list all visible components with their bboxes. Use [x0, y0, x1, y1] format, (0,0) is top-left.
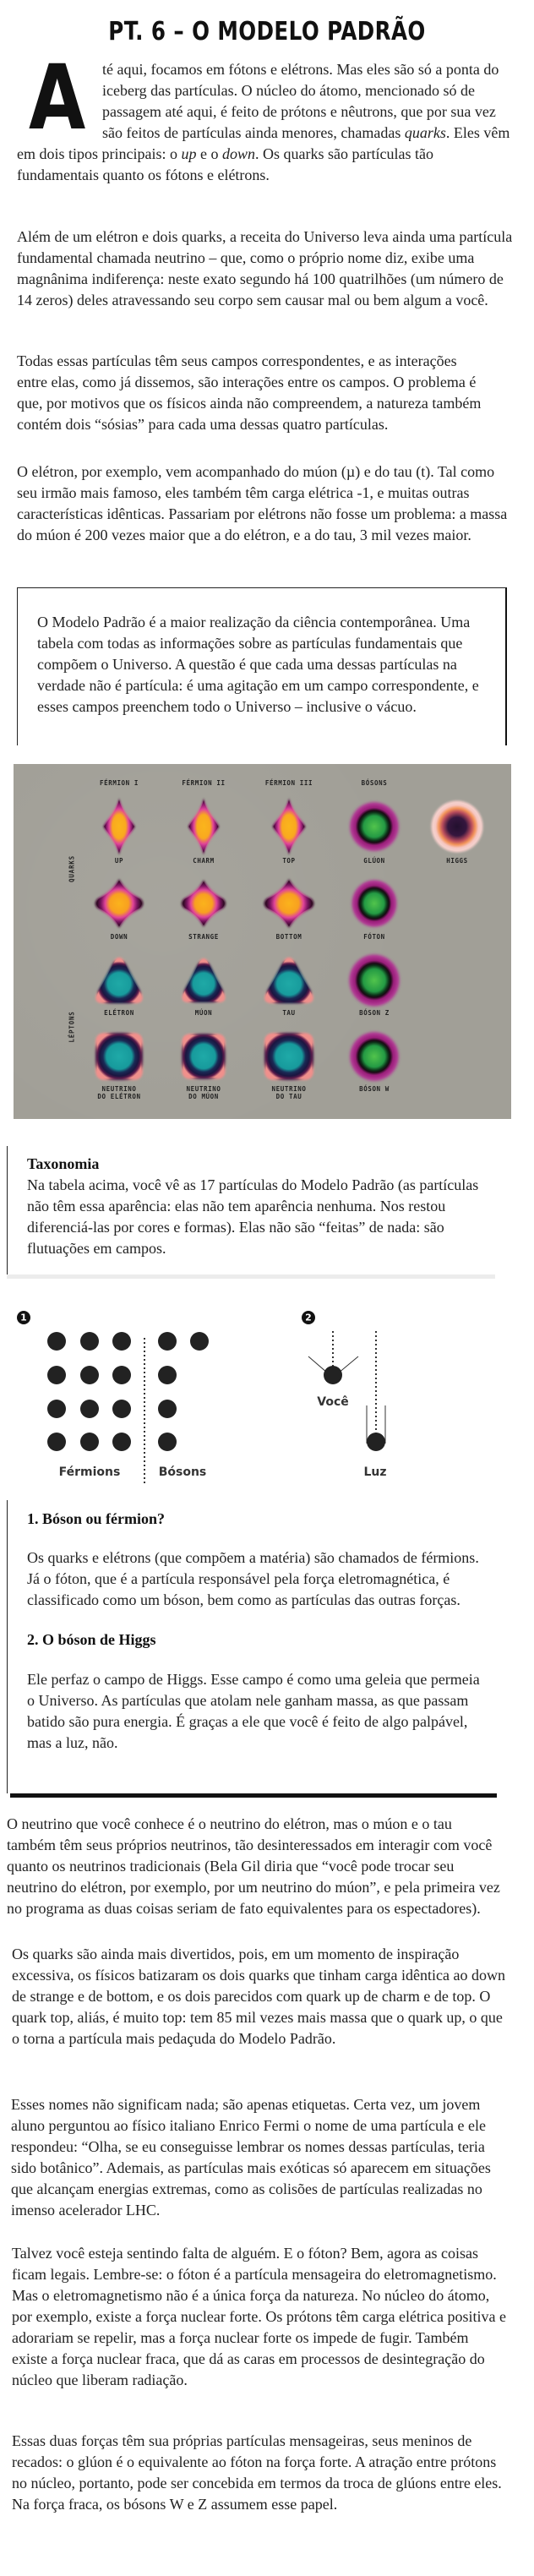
particle-label: BOTTOM — [275, 933, 302, 941]
row-group-label: QUARKS — [68, 855, 76, 882]
drop-cap-container — [17, 46, 102, 150]
particle-label: BÓSON W — [359, 1085, 390, 1093]
pull-quote-text: O Modelo Padrão é a maior realização da ciência contemporânea. Uma tabela com todas as informações sobre as partículas fundamentais que compõem o Universo. A questão é que cada uma dessas partículas na verdade não é partícula: é uma agitação em um campo correspondente, e esses campos preenchem todo o Universo – inclusive o vácuo. — [37, 614, 479, 715]
particle-label: STRANGE — [188, 933, 219, 941]
particle-label: UP — [114, 857, 124, 865]
label-bosons: Bósons — [158, 1465, 207, 1479]
fermion-dot — [80, 1400, 99, 1418]
emphasis: down — [221, 145, 255, 162]
fermion-dot — [112, 1400, 131, 1418]
fermion-dot — [47, 1400, 66, 1418]
fermion-dot — [112, 1433, 131, 1451]
fermion-dot — [80, 1433, 99, 1451]
boson-fermion-diagram — [0, 1293, 534, 1487]
fermion-dot — [112, 1332, 131, 1351]
taxonomy-title: Taxonomia — [27, 1155, 100, 1172]
explainer-heading-1: 1. Bóson ou férmion? — [27, 1510, 166, 1527]
column-header: FÉRMION II — [182, 779, 226, 787]
particle-square-wide-icon — [260, 1029, 319, 1084]
explainer-box — [7, 1500, 498, 1793]
particle-star-icon — [91, 876, 147, 931]
particle-label: MÚON — [194, 1009, 213, 1017]
boson-dot — [190, 1332, 209, 1351]
explainer-text-2: Ele perfaz o campo de Higgs. Esse campo é como uma geleia que permeia o Universo. As partículas que atolam nele ganham massa, as que passam batido são pura energia. É graças a ele que você é feito de algo palpável, mas a luz, não. — [27, 1671, 480, 1751]
boson-dot — [158, 1400, 177, 1418]
paragraph: Todas essas partículas têm seus campos correspondentes, e as interações entre elas, como já dissemos, são interações entre os campos. O problema é que, por motivos que os físicos ainda não compreendem, a natureza também contém dois “sósias” para cada uma dessas quatro partículas. — [17, 352, 482, 433]
particle-label: NEUTRINO DO ELÉTRON — [97, 1085, 141, 1100]
row-group-label: LÉPTONS — [68, 1011, 76, 1043]
particle-diamond-wide-icon — [264, 796, 313, 857]
text-segment: . Eles vêm em dois tipos principais: o — [17, 124, 510, 162]
particle-label: GLÚON — [363, 857, 385, 865]
particle-boson-circle-icon — [346, 1029, 402, 1084]
particle-diamond-icon — [95, 796, 143, 857]
label-voce: Você — [317, 1395, 349, 1409]
boson-dot — [158, 1332, 177, 1351]
particle-label: ELÉTRON — [104, 1009, 134, 1017]
particle-star-small-icon — [178, 876, 230, 930]
particle-label: CHARM — [193, 857, 215, 865]
badge-1: 1 — [20, 1312, 27, 1323]
particle-diamond-thin-icon — [181, 796, 227, 857]
fermion-dot — [47, 1332, 66, 1351]
particle-square-small-icon — [178, 1029, 230, 1083]
fermion-dot — [112, 1366, 131, 1384]
particle-boson-circle-icon — [346, 799, 402, 854]
drop-cap: A — [29, 46, 86, 150]
particle-triangle-wide-icon — [260, 952, 319, 1008]
particle-label: FÓTON — [363, 933, 385, 941]
particle-label: TOP — [282, 857, 296, 865]
paragraph: Essas duas forças têm sua próprias partículas mensageiras, seus meninos de recados: o glúon é o equivalente ao fóton na força forte. A atração entre prótons no núcleo, portanto, pode ser concebida em termos da troca de glúons entre eles. Na força fraca, os bósons W e Z assumem esse papel. — [12, 2432, 502, 2513]
paragraph: O neutrino que você conhece é o neutrino do elétron, mas o múon e o tau também têm seus próprios neutrinos, tão desinteressados em interagir com você quanto os neutrinos tradicionais (Bela Gil diria que “você pode trocar seu neutrino do elétron, por exemplo, por um neutrino do múon”, e pela primeira vez no programa as duas coisas seriam de fato equivalentes para os espectadores). — [7, 1815, 500, 1917]
particle-label: BÓSON Z — [359, 1009, 390, 1017]
label-fermions: Férmions — [58, 1465, 121, 1479]
particle-label: HIGGS — [446, 857, 468, 865]
particle-label: NEUTRINO DO MÚON — [186, 1085, 221, 1100]
column-header: FÉRMION III — [264, 779, 313, 787]
particle-label: TAU — [282, 1009, 296, 1017]
particle-triangle-small-icon — [178, 953, 230, 1007]
fermion-dot — [80, 1332, 99, 1351]
box-bottom-rule — [10, 1793, 497, 1798]
label-luz: Luz — [363, 1465, 387, 1479]
boson-dot — [158, 1433, 177, 1451]
light-ball-icon — [367, 1433, 385, 1451]
paragraph: Os quarks são ainda mais divertidos, pois, em um momento de inspiração excessiva, os físicos batizaram os dois quarks que tinham carga idêntica ao down de strange e de bottom, e os dois parecidos com quark up de charm e de top. O quark top, aliás, é muito top: tem 85 mil vezes mais massa que o quark up, o que o torna a partícula mais pedaçuda do Modelo Padrão. — [12, 1946, 505, 2047]
particle-higgs-circle-icon — [428, 798, 486, 855]
emphasis: up — [181, 145, 197, 162]
text-segment: e o — [196, 145, 222, 162]
intro-paragraph — [17, 46, 514, 186]
particle-square-icon — [91, 1029, 147, 1084]
divider — [7, 1274, 495, 1279]
paragraph: Esses nomes não significam nada; são apenas etiquetas. Certa vez, um jovem aluno perguntou ao físico italiano Enrico Fermi o nome de uma partícula e ele respondeu: “Olha, se eu conseguisse lembrar os nomes dessas partículas, teria sido botânico”. Ademais, as partículas mais exóticas só aparecem em situações que alcançam energias extremas, como as colisões de partículas realizadas no imenso acelerador LHC. — [11, 2096, 491, 2219]
boson-dot — [158, 1366, 177, 1384]
fermion-dot — [47, 1366, 66, 1384]
emphasis: quarks — [404, 124, 446, 141]
particle-boson-circle-small-icon — [349, 876, 400, 930]
badge-2: 2 — [305, 1312, 312, 1323]
paragraph: O elétron, por exemplo, vem acompanhado do múon (µ) e do tau (t). Tal como seu irmão mais famoso, eles também têm carga elétrica -1, e muitas outras características idênticas. Passariam por elétrons não fosse um problema: a massa do múon é 200 vezes maior que a do elétron, e a do tau, 3 mil vezes maior. — [17, 463, 508, 543]
taxonomy-text: Na tabela acima, você vê as 17 partículas do Modelo Padrão (as partículas não têm essa aparência: elas não tem aparência nenhuma. Nos restou diferenciá-las por cores e formas). Elas não são “feitas” de nada: são flutuações em campos. — [27, 1176, 479, 1257]
taxonomy-box — [7, 1146, 496, 1274]
page-title: PT. 6 – O MODELO PADRÃO — [108, 17, 426, 46]
particle-star-wide-icon — [260, 876, 319, 931]
particle-triangle-icon — [91, 952, 147, 1008]
explainer-heading-2: 2. O bóson de Higgs — [27, 1631, 156, 1648]
text-segment: té aqui, focamos em fótons e elétrons. Mas eles são só a ponta do iceberg das partículas. O núcleo do átomo, mencionado só de passagem até aqui, é feito de prótons e nêutrons, que por sua vez são feitos de partículas ainda menores, chamadas — [102, 61, 499, 141]
pull-quote-box — [17, 587, 507, 745]
paragraph: Além de um elétron e dois quarks, a receita do Universo leva ainda uma partícula fundamental chamada neutrino – que, como o próprio nome diz, exibe uma magnânima indiferença: neste exato segundo há 100 quatrilhões (um número de 14 zeros) deles atravessando seu corpo sem causar mal ou bem algum a você. — [17, 228, 513, 308]
you-ball-icon — [324, 1366, 342, 1384]
diagram-graphics — [0, 1293, 534, 1487]
fermion-dot — [47, 1433, 66, 1451]
text-segment: . Os quarks são partículas tão fundamentais quanto os fótons e elétrons. — [17, 145, 433, 183]
paragraph: Talvez você esteja sentindo falta de alguém. E o fóton? Bem, agora as coisas ficam legais. Lembre-se: o fóton é a partícula mensageira do eletromagnetismo. Mas o eletromagnetismo não é a única força da natureza. No núcleo do átomo, por exemplo, existe a força nuclear forte. Os prótons têm carga elétrica positiva e adorariam se repelir, mas a força nuclear forte os impede de fugir. Também existe a força nuclear fraca, que dá as caras em processos de desintegração do núcleo que liberam radiação. — [12, 2245, 506, 2388]
standard-model-figure — [14, 764, 511, 1119]
particle-dots — [47, 1332, 209, 1451]
fermion-dot — [80, 1366, 99, 1384]
column-header: FÉRMION I — [99, 779, 139, 787]
explainer-text-1: Os quarks e elétrons (que compõem a matéria) são chamados de férmions. Já o fóton, que é a partícula responsável pela força eletromagnética, é classificado como um bóson, bem como as partículas das outras forças. — [27, 1549, 479, 1608]
particle-label: DOWN — [110, 933, 128, 941]
column-header: BÓSONS — [361, 779, 388, 787]
particle-boson-circle-large-icon — [346, 951, 403, 1010]
particle-label: NEUTRINO DO TAU — [271, 1085, 307, 1100]
